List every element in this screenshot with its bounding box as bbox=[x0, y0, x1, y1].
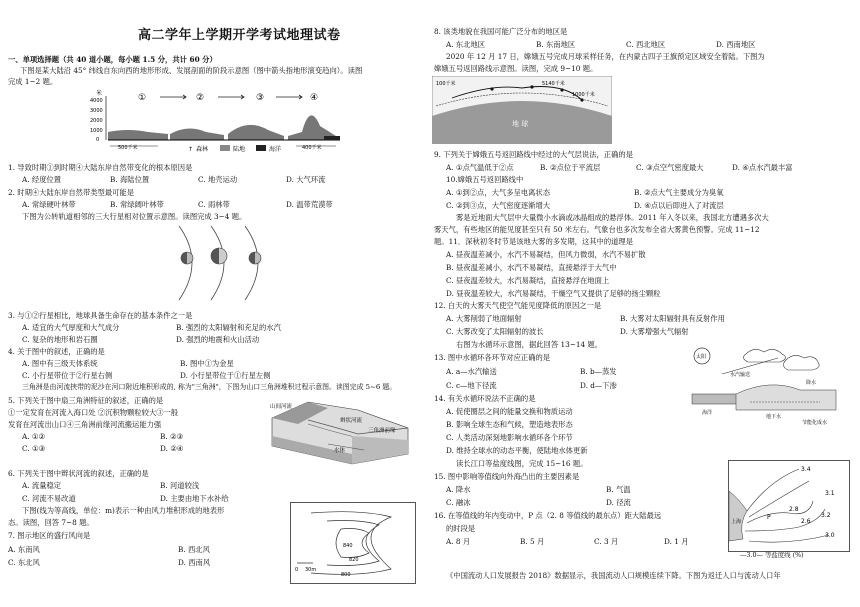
stage-2-label: ② bbox=[196, 93, 205, 103]
q3-stem: 3. 与①②行星相比，地球具备生命存在的基本条件之一是 bbox=[8, 311, 193, 320]
fig5-label-delta-front: 三角洲前缘 bbox=[368, 428, 396, 434]
q16-option-b[interactable]: B. 5 月 bbox=[520, 537, 545, 546]
page-title: 高二学年上学期开学考试地理试卷 bbox=[138, 28, 341, 43]
q14-option-b[interactable]: B. 影响全球生态和气候，塑造地表形态 bbox=[446, 420, 573, 429]
q10-stem: 10.嫦娥五号返回路线中 bbox=[446, 175, 524, 184]
q16-option-a[interactable]: A. 8 月 bbox=[446, 537, 471, 546]
q1-option-d[interactable]: D. 大气环流 bbox=[286, 175, 326, 184]
salinity-label: 3.2 bbox=[821, 512, 831, 519]
q7-option-b[interactable]: B. 西北风 bbox=[178, 545, 210, 554]
q6-option-d[interactable]: D. 主要由地下水补给 bbox=[160, 494, 229, 503]
intro-7-8-line1: 下图(线为等高线，单位：m)表示一种由风力堆积形成的地表形 bbox=[22, 506, 225, 515]
intro-7-8-line2: 态。读图，回答 7~8 题。 bbox=[8, 518, 94, 527]
q6-option-a[interactable]: A. 流量稳定 bbox=[22, 481, 62, 490]
q6-option-c[interactable]: C. 河流不易改道 bbox=[22, 494, 76, 503]
q2-option-b[interactable]: B. 常绿阔叶林带 bbox=[110, 200, 164, 209]
q5-option-a[interactable]: A. ①② bbox=[22, 432, 45, 441]
intro-1-2-line1: 下图是某大陆沿 45° 纬线自东向西的地形形成、发展剖面的阶段示意图（图中箭头指地形演变趋向）。读图 bbox=[20, 66, 363, 75]
q11-option-d[interactable]: D. 昼夜温差较大，水汽易凝结，干燥空气又提供了足够的扬尘颗粒 bbox=[446, 289, 661, 298]
ocean-label: 海洋 bbox=[702, 410, 713, 416]
q14-option-d[interactable]: D. 维持全球水的动态平衡，使陆地水体更新 bbox=[446, 446, 588, 455]
q9-option-b[interactable]: B. ②点位于平流层 bbox=[540, 163, 601, 172]
q14-option-a[interactable]: A. 促使圈层之间的能量交换和物质运动 bbox=[446, 407, 573, 416]
q15-option-b[interactable]: B. 气温 bbox=[606, 485, 631, 494]
contour-label: 820 bbox=[349, 557, 359, 563]
salinity-label: 3.4 bbox=[801, 466, 811, 473]
q2-option-c[interactable]: C. 雨林带 bbox=[198, 200, 230, 209]
salinity-label: 3.1 bbox=[825, 490, 835, 497]
terrain-profile-figure bbox=[88, 88, 348, 160]
stage-1-label: ① bbox=[138, 93, 147, 103]
q5-option-c[interactable]: C. ①③ bbox=[22, 444, 46, 453]
q12-stem: 12. 白天的大雾天气使空气能见度降低的原因之一是 bbox=[434, 301, 602, 310]
q9-stem: 9. 下列关于嫦娥五号返回路线中经过的大气层说法，正确的是 bbox=[434, 150, 633, 159]
scale-400-label: 400千米 bbox=[302, 145, 322, 151]
q4-stem: 4. 关于图中的叙述，正确的是 bbox=[8, 347, 105, 356]
q13-stem: 13. 图中水循环各环节对应正确的是 bbox=[434, 353, 551, 362]
q7-stem: 7. 图示地区的盛行风向是 bbox=[8, 531, 91, 540]
salinity-label: 2.8 bbox=[789, 506, 799, 513]
q5-option-b[interactable]: B. ②③ bbox=[160, 432, 184, 441]
salinity-label: 2.6 bbox=[801, 518, 811, 525]
shanghai-label: 上海 bbox=[731, 519, 742, 525]
height-label-5140: 5140千米 bbox=[542, 81, 565, 87]
q15-option-a[interactable]: A. 降水 bbox=[446, 485, 471, 494]
intro-5-6: 三角洲是由河流挟带的泥沙在河口附近堆积形成的, 称为"三角洲"，下图为山口三角洲堆积过程示意图。读图完成 5~6 题。 bbox=[22, 383, 397, 391]
q5-stem: 5. 下列关于图中扇三角洲特征的叙述，正确的是 bbox=[8, 396, 164, 405]
q12-option-d[interactable]: D. 大雾增强大气辐射 bbox=[620, 327, 689, 336]
q3-option-d[interactable]: D. 强烈的地震和火山活动 bbox=[176, 335, 260, 344]
intro-11-12-line3: 题。11．深秋初冬时节是该地大雾的多发期，这其中的道理是 bbox=[434, 237, 634, 246]
q8-option-c[interactable]: C. 西北地区 bbox=[626, 40, 666, 49]
earth-label: 地 球 bbox=[512, 120, 529, 128]
precipitation-label: 降水 bbox=[806, 380, 817, 386]
q9-option-c[interactable]: C. ③点空气密度最大 bbox=[636, 163, 704, 172]
intro-1-2-line2: 完成 1~2 题。 bbox=[8, 77, 58, 86]
salinity-map-figure bbox=[728, 460, 850, 552]
intro-15-16-line1: 读长江口等盐度线图，完成 15~16 题。 bbox=[456, 459, 588, 468]
q15-option-d[interactable]: D. 径流 bbox=[606, 498, 631, 507]
q12-option-a[interactable]: A. 大雾削弱了地面辐射 bbox=[446, 314, 522, 323]
scale-zero: 0 bbox=[295, 567, 299, 573]
q5-line2: 发育在河流出山口④三角洲前缘河流搬运能力强 bbox=[8, 420, 162, 429]
planets-figure bbox=[165, 222, 275, 304]
legend-ocean: 海洋 bbox=[269, 146, 282, 153]
q14-option-c[interactable]: C. 人类活动深刻地影响水循环各个环节 bbox=[446, 433, 573, 442]
q3-option-b[interactable]: B. 强烈的太阳辐射和充足的水汽 bbox=[176, 323, 281, 332]
y-tick: 1000 bbox=[90, 128, 103, 134]
q6-stem: 6. 下列关于图中辫状河流的叙述，正确的是 bbox=[8, 469, 149, 478]
q3-option-c[interactable]: C. 复杂的地形和岩石圈 bbox=[22, 335, 98, 344]
scale-30m: 30m bbox=[305, 567, 317, 573]
q2-option-d[interactable]: D. 温带荒漠带 bbox=[286, 200, 333, 209]
q12-option-c[interactable]: C. 大雾改变了太阳辐射的波长 bbox=[446, 327, 544, 336]
q15-option-c[interactable]: C. 融冰 bbox=[446, 498, 471, 507]
fig5-label-mountain-river: 山间河流 bbox=[270, 404, 293, 410]
q11-option-c[interactable]: C. 昼夜温差较大，水汽易凝结，直接悬浮在地面上 bbox=[446, 276, 610, 285]
svg-text:↑: ↑ bbox=[188, 146, 194, 153]
q14-stem: 14. 有关水循环说法不正确的是 bbox=[434, 394, 536, 403]
q8-option-a[interactable]: A. 东北地区 bbox=[446, 40, 486, 49]
stage-3-label: ③ bbox=[256, 93, 265, 103]
q16-stem: 16. 在等值线的年内变动中，P 点（2. 8 等值线的最东点）距大陆最远 bbox=[434, 511, 662, 520]
q1-option-c[interactable]: C. 地壳运动 bbox=[198, 175, 238, 184]
y-tick: 0 bbox=[96, 137, 100, 143]
q8-stem: 8. 该类地貌在我国可能广泛分布的地区是 bbox=[434, 27, 568, 36]
q16-option-d[interactable]: D. 1 月 bbox=[664, 537, 689, 546]
q7-option-c[interactable]: C. 东北风 bbox=[8, 558, 40, 567]
last-line: 《中国流动人口发展报告 2018》数据显示，我国流动人口规模连续下降。下图为返迁人口与流动人口年 bbox=[446, 571, 781, 580]
scale-500-label: 500千米 bbox=[118, 145, 138, 151]
intro-11-12-line1: 雾是近地面大气层中大量微小水滴或冰晶组成的悬浮体。2011 年入冬以来，我国北方遭遇多次大 bbox=[456, 213, 769, 222]
stage-4-label: ④ bbox=[310, 93, 319, 103]
q12-option-b[interactable]: B. 大雾对太阳辐射具有反射作用 bbox=[620, 314, 725, 323]
icemelt-label: 节能化成水 bbox=[802, 420, 828, 426]
y-unit-label: 米 bbox=[96, 90, 103, 97]
q3-option-a[interactable]: A. 适宜的大气厚度和大气成分 bbox=[22, 323, 120, 332]
q5-line1: ①一定发育在河流入海口处 ②沉积物颗粒较大③一般 bbox=[8, 408, 179, 417]
point-p-label: P bbox=[767, 514, 771, 521]
return-path-figure bbox=[432, 76, 612, 144]
height-label-1000: 1000千米 bbox=[572, 92, 595, 98]
q11-option-b[interactable]: B. 昼夜温差减小，水汽不易凝结，直接悬浮于大气中 bbox=[446, 263, 617, 272]
y-tick: 3000 bbox=[90, 108, 103, 114]
q8-option-b[interactable]: B. 东南地区 bbox=[536, 40, 576, 49]
sun-label: 太阳 bbox=[696, 354, 707, 360]
dune-contour-figure bbox=[290, 502, 416, 584]
q13-option-b[interactable]: B. b—蒸发 bbox=[580, 367, 617, 376]
q4-option-c[interactable]: C. 小行星带位于②行星右侧 bbox=[22, 371, 113, 380]
q9-option-d[interactable]: D. ④点水汽最丰富 bbox=[732, 163, 793, 172]
vapor-transport-label: 水汽输送 bbox=[730, 372, 751, 378]
q4-option-d[interactable]: D. 小行星带位于①行星左侧 bbox=[180, 371, 271, 380]
q1-option-b[interactable]: B. 海陆位置 bbox=[110, 175, 150, 184]
water-cycle-figure bbox=[690, 344, 840, 430]
legend-land: 陆地 bbox=[233, 146, 246, 153]
fig5-label-water: 水体 bbox=[334, 448, 346, 454]
legend-forest: 森林 bbox=[196, 146, 209, 153]
q4-option-a[interactable]: A. 图中有三级天体系统 bbox=[22, 359, 98, 368]
intro-11-12-line2: 雾天气，有些地区的能见度甚至只有 50 米左右。气象台也多次发布全省大雾黄色预警。完成 11~12 bbox=[434, 225, 760, 234]
q7-option-d[interactable]: D. 西南风 bbox=[178, 558, 211, 567]
salinity-caption: —3.0— 等盐度线 (%) bbox=[740, 551, 804, 559]
q10-option-d[interactable]: D. ④点以后即进入了对流层 bbox=[634, 201, 724, 210]
contour-label: 800 bbox=[341, 572, 351, 578]
q10-option-c[interactable]: C. ②到③点，大气密度逐渐增大 bbox=[446, 201, 551, 210]
q4-option-b[interactable]: B. 图中①为金星 bbox=[180, 359, 234, 368]
q2-option-a[interactable]: A. 常绿硬叶林带 bbox=[22, 200, 76, 209]
q6-option-b[interactable]: B. 河道较浅 bbox=[160, 481, 200, 490]
q11-option-a[interactable]: A. 昼夜温差减小，水汽不易凝结，但风力微弱，水汽不易扩散 bbox=[446, 250, 646, 259]
contour-label: 840 bbox=[343, 543, 353, 549]
q9-option-a[interactable]: A. ①点气温低于②点 bbox=[446, 163, 514, 172]
height-label-100: 100千米 bbox=[436, 81, 456, 87]
q10-option-b[interactable]: B. ②点大气主要成分为臭氧 bbox=[634, 188, 724, 197]
q10-option-a[interactable]: A. ①到②点，大气多呈电离状态 bbox=[446, 188, 551, 197]
q5-option-d[interactable]: D. ②④ bbox=[160, 444, 184, 453]
section-heading: 一、单项选择题（共 40 道小题，每小题 1.5 分，共计 60 分） bbox=[8, 55, 217, 64]
delta-block-figure bbox=[268, 398, 418, 466]
q16-stem-line2: 的时段是 bbox=[446, 524, 476, 533]
fig5-label-braided-river: 辫状河流 bbox=[340, 418, 363, 424]
y-tick: 4000 bbox=[90, 98, 103, 104]
intro-9-10-line1: 2020 年 12 月 17 日，嫦娥五号完成月球采样任务，在内蒙古四子王旗预定区域安全着陆。下图为 bbox=[446, 52, 765, 61]
q16-option-c[interactable]: C. 3 月 bbox=[594, 537, 619, 546]
intro-13-14: 右图为水循环示意图，据此回答 13~14 题。 bbox=[456, 340, 603, 349]
q1-option-a[interactable]: A. 经度位置 bbox=[22, 175, 62, 184]
groundwater-label: 地下水 bbox=[766, 414, 782, 420]
q13-option-a[interactable]: A. a—水汽输送 bbox=[446, 367, 497, 376]
q1-stem: 1. 导致时期①到时期④大陆东岸自然带变化的根本原因是 bbox=[8, 163, 193, 172]
y-tick: 2000 bbox=[90, 118, 103, 124]
q13-option-d[interactable]: D. d—下渗 bbox=[580, 381, 617, 390]
salinity-label: 3.0 bbox=[825, 532, 835, 539]
q2-stem: 2. 时期④大陆东岸自然带类型最可能是 bbox=[8, 188, 135, 197]
q13-option-c[interactable]: C. c—地下径流 bbox=[446, 381, 497, 390]
intro-9-10-line2: 嫦娥五号返回路线示意图。读图，完成 9~10 题。 bbox=[434, 64, 598, 73]
q15-stem: 15. 图中影响等值线向外海凸出的主要因素是 bbox=[434, 472, 580, 481]
intro-3-4: 下图为公转轨道相邻的三大行星相对位置示意图。读图完成 3~4 题。 bbox=[22, 212, 247, 221]
q7-option-a[interactable]: A. 东南风 bbox=[8, 545, 40, 554]
q8-option-d[interactable]: D. 西南地区 bbox=[716, 40, 756, 49]
